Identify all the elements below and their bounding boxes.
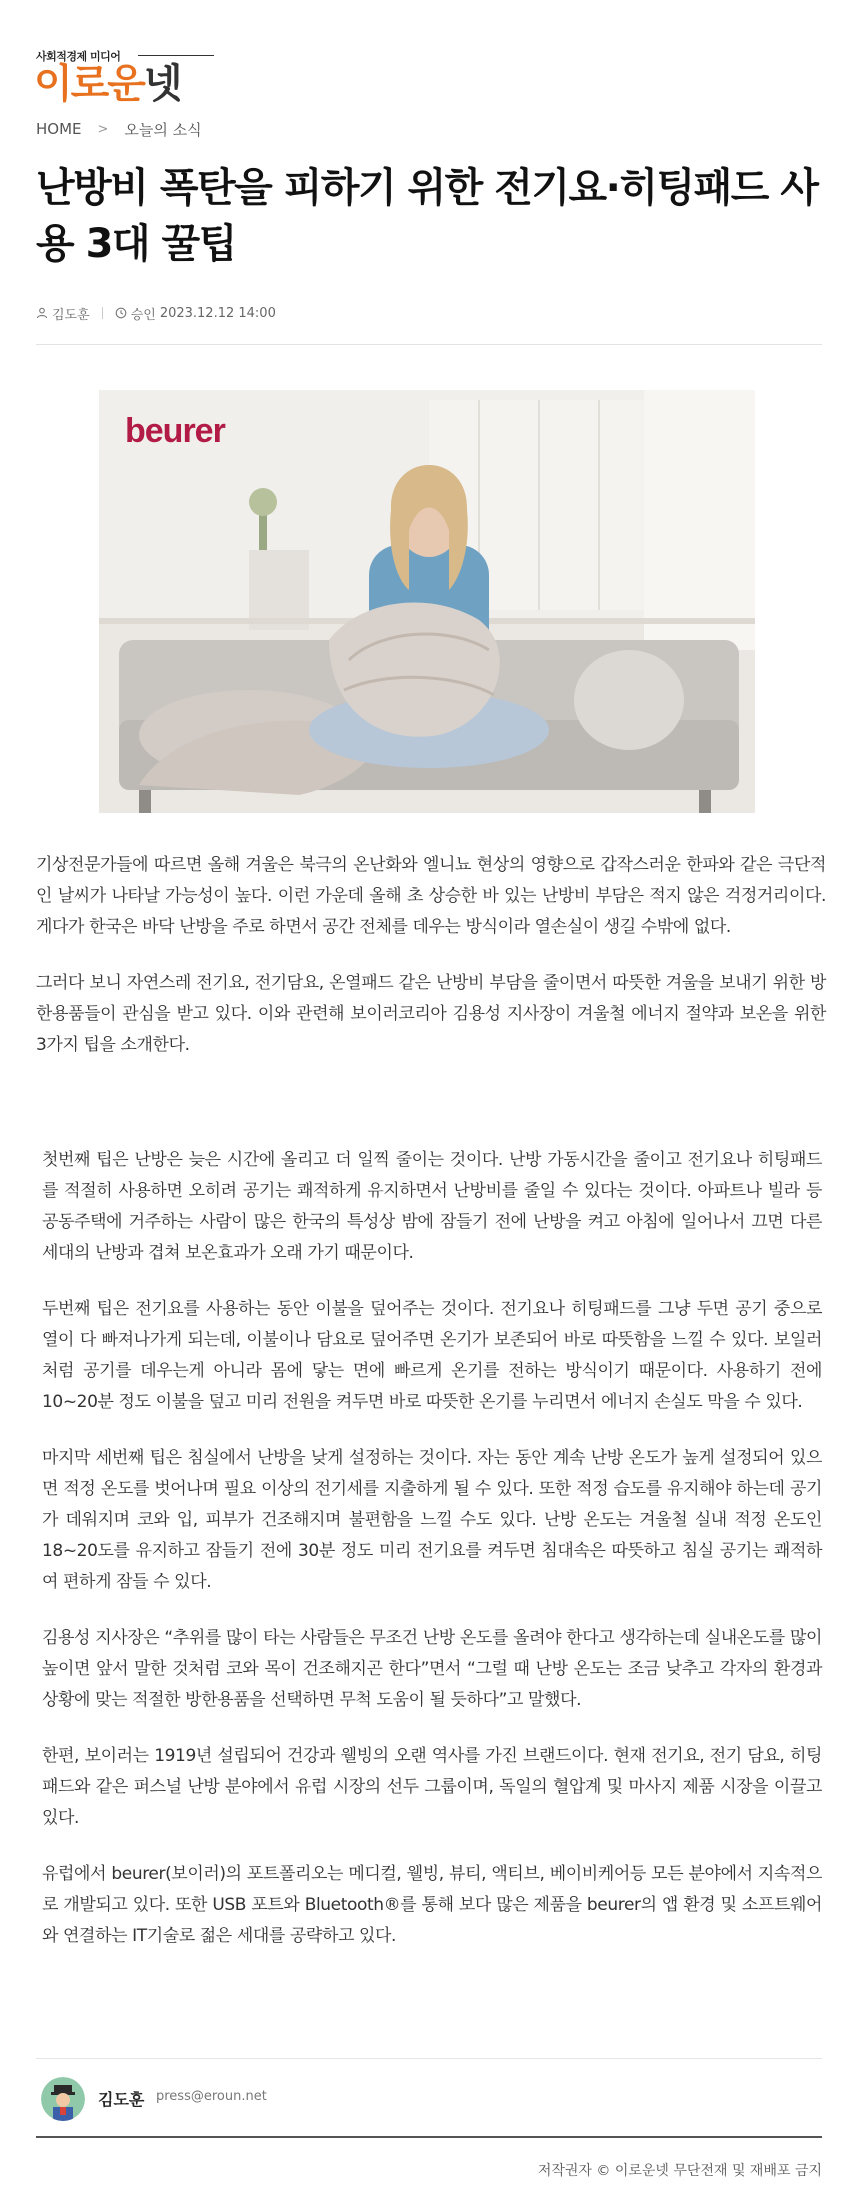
breadcrumb-home[interactable]: HOME bbox=[36, 120, 82, 138]
logo-wordmark-part2: 넷 bbox=[143, 61, 181, 107]
logo-divider bbox=[138, 55, 214, 56]
paragraph: 기상전문가들에 따르면 올해 겨울은 북극의 온난화와 엘니뇨 현상의 영향으로 갑작스러운 한파와 같은 극단적인 날씨가 나타날 가능성이 높다. 이런 가운데 올해 초 상승한 바 있는 난방비 부담은 적지 않은 걱정거리이다. 게다가 한국은 바닥 난방을 주로 하면서 공간 전체를 데우는 방식이라 열손실이 생길 수밖에 없다. bbox=[36, 855, 826, 937]
chevron-right-icon: > bbox=[97, 121, 109, 137]
paragraph: 첫번째 팁은 난방은 늦은 시간에 올리고 더 일찍 줄이는 것이다. 난방 가동시간을 줄이고 전기요나 히팅패드를 적절히 사용하면 오히려 공기는 쾌적하게 유지하면서 난방비를 줄일 수 있다는 것이다. 아파트나 빌라 등 공동주택에 거주하는 사람이 많은 한국의 특성상 밤에 잠들기 전에 난방을 켜고 아침에 일어나서 끄면 다른 세대의 난방과 겹쳐 보온효과가 오래 가기 때문이다. bbox=[42, 1150, 822, 1263]
avatar bbox=[41, 2077, 85, 2121]
logo-tagline: 사회적경제 미디어 bbox=[36, 50, 121, 63]
author-card bbox=[36, 2058, 822, 2138]
paragraph: 그러다 보니 자연스레 전기요, 전기담요, 온열패드 같은 난방비 부담을 줄이면서 따뜻한 겨울을 보내기 위한 방한용품들이 관심을 받고 있다. 이와 관련해 보이러코리아 김용성 지사장이 겨울철 에너지 절약과 보온을 위한 3가지 팁을 소개한다. bbox=[36, 973, 826, 1055]
paragraph: 두번째 팁은 전기요를 사용하는 동안 이불을 덮어주는 것이다. 전기요나 히팅패드를 그냥 두면 공기 중으로 열이 다 빠져나가게 되는데, 이불이나 담요로 덮어주면 온기가 보존되어 바로 따뜻함을 느낄 수 있다. 보일러처럼 공기를 데우는게 아니라 몸에 닿는 면에 빠르게 온기를 전하는 방식이기 때문이다. 사용하기 전에 10~20분 정도 이불을 덮고 미리 전원을 켜두면 바로 따뜻한 온기를 누리면서 에너지 손실도 막을 수 있다. bbox=[42, 1299, 822, 1412]
article-body bbox=[42, 1145, 822, 1977]
hero-brand-logo: beurer bbox=[125, 412, 225, 450]
breadcrumb bbox=[36, 118, 202, 140]
hero-illustration bbox=[99, 390, 755, 813]
approved-label: 승인 bbox=[130, 307, 156, 323]
author-name[interactable]: 김도훈 bbox=[98, 2090, 145, 2109]
article-author[interactable]: 김도훈 bbox=[52, 307, 90, 323]
author-email[interactable]: press@eroun.net bbox=[156, 2089, 267, 2104]
article-intro bbox=[36, 850, 826, 1086]
paragraph: 한편, 보이러는 1919년 설립되어 건강과 웰빙의 오랜 역사를 가진 브랜드이다. 현재 전기요, 전기 담요, 히팅패드와 같은 퍼스널 난방 분야에서 유럽 시장의 선두 그룹이며, 독일의 혈압계 및 마사지 제품 시장을 이끌고 있다. bbox=[42, 1746, 822, 1828]
article-image bbox=[99, 390, 755, 813]
user-icon bbox=[36, 307, 48, 319]
logo-wordmark bbox=[34, 60, 181, 108]
article-title: 난방비 폭탄을 피하기 위한 전기요·히팅패드 사용 3대 꿀팁 bbox=[36, 165, 818, 267]
paragraph: 마지막 세번째 팁은 침실에서 난방을 낮게 설정하는 것이다. 자는 동안 계속 난방 온도가 높게 설정되어 있으면 적정 온도를 벗어나며 필요 이상의 전기세를 지출하게 될 수 있다. 또한 적정 습도를 유지해야 하는데 공기가 데워지며 코와 입, 피부가 건조해지며 불편함을 느낄 수도 있다. 난방 온도는 겨울철 실내 적정 온도인 18~20도를 유지하고 잠들기 전에 30분 정도 미리 전기요를 켜두면 침대속은 따뜻하고 침실 공기는 쾌적하여 편하게 잠들 수 있다. bbox=[42, 1448, 822, 1592]
approved-time: 2023.12.12 14:00 bbox=[159, 305, 276, 321]
article-meta bbox=[36, 303, 276, 323]
breadcrumb-section[interactable]: 오늘의 소식 bbox=[124, 120, 202, 139]
site-logo[interactable] bbox=[36, 48, 236, 114]
clock-icon bbox=[115, 307, 127, 319]
copyright-notice: 저작권자 © 이로운넷 무단전재 및 재배포 금지 bbox=[537, 2163, 822, 2179]
header-divider bbox=[36, 344, 822, 345]
meta-divider bbox=[102, 307, 103, 319]
paragraph: 유럽에서 beurer(보이러)의 포트폴리오는 메디컬, 웰빙, 뷰티, 액티브, 베이비케어등 모든 분야에서 지속적으로 개발되고 있다. 또한 USB 포트와 Bluetooth®를 통해 보다 많은 제품을 beurer의 앱 환경 및 소프트웨어와 연결하는 IT기술로 젊은 세대를 공략하고 있다. bbox=[42, 1864, 822, 1946]
logo-wordmark-part1: 이로운 bbox=[34, 61, 144, 107]
paragraph: 김용성 지사장은 “추위를 많이 타는 사람들은 무조건 난방 온도를 올려야 한다고 생각하는데 실내온도를 많이 높이면 앞서 말한 것처럼 코와 목이 건조해지곤 한다”면서 “그럴 때 난방 온도는 조금 낮추고 각자의 환경과 상황에 맞는 적절한 방한용품을 선택하면 무척 도움이 될 듯하다”고 말했다. bbox=[42, 1628, 822, 1710]
